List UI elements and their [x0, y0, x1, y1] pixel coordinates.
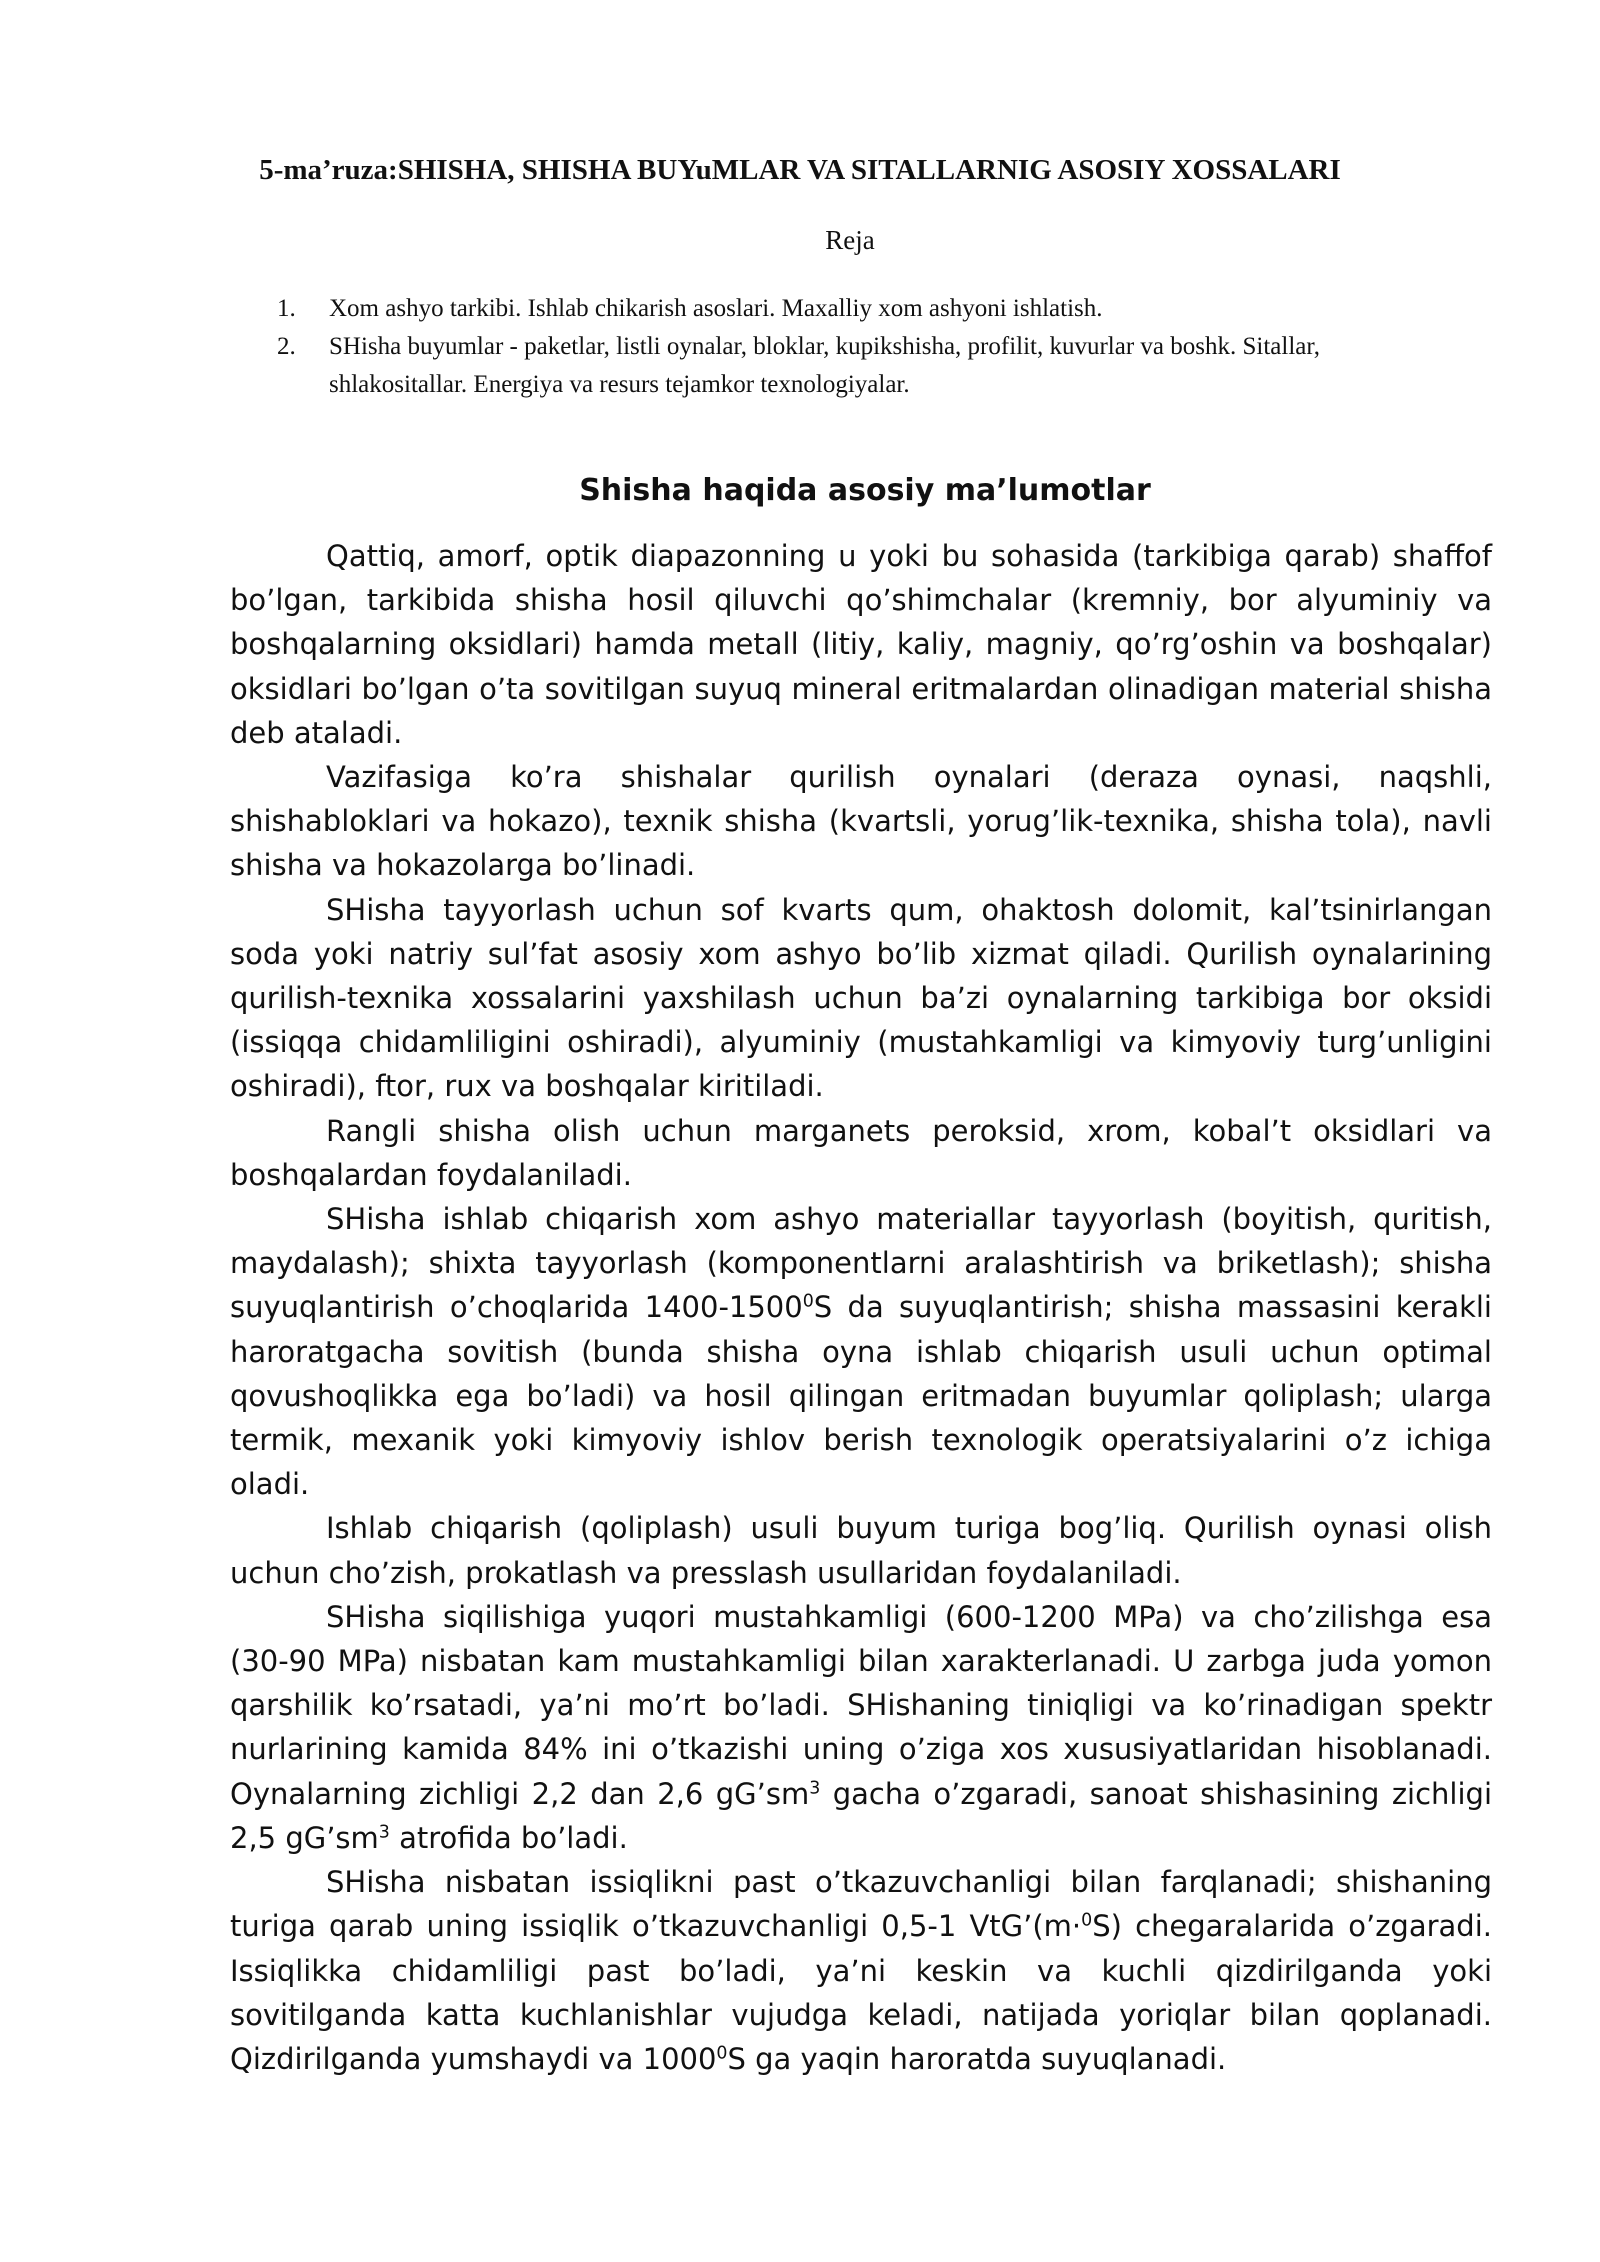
paragraph-text: S) chegaralarida o’zgaradi. Issiqlikka chidamliligi past bo’ladi, ya’ni keskin va kuchli qizdirilganda yoki sovitilganda katta kuchlanishlar vujudga keladi, natijada yoriqlar bilan qoplanadi. Qizdirilganda yumshaydi va 1000 — [230, 1909, 1492, 2076]
lecture-title: 5-ma’ruza:SHISHA, SHISHA BUYuMLAR VA SITALLARNIG ASOSIY XOSSALARI — [259, 154, 1341, 186]
paragraph-forming-method: Ishlab chiqarish (qoliplash) usuli buyum turiga bog’liq. Qurilish oynasi olish uchun cho’zish, prokatlash va presslash usullaridan foydalaniladi. — [230, 1511, 1492, 1590]
superscript: 3 — [809, 1778, 821, 1799]
plan-item-number: 2. — [277, 333, 296, 360]
superscript: 0 — [1081, 1910, 1093, 1931]
superscript: 3 — [378, 1822, 390, 1843]
paragraph-text: SHisha ishlab chiqarish xom ashyo materiallar tayyorlash (boyitish, quritish, maydalash); shixta tayyorlash (komponentlarni aralashtirish va briketlash); shisha suyuqlantirish o’choqlarida 1400-1500 — [230, 1202, 1492, 1325]
paragraph-text: S ga yaqin haroratda suyuqlanadi. — [727, 2041, 1227, 2076]
paragraph-strength — [230, 1595, 1492, 1860]
paragraph-text: SHisha siqilishiga yuqori mustahkamligi (600-1200 MPa) va cho’zilishga esa (30-90 MPa) nisbatan kam mustahkamligi bilan xarakterlanadi. U zarbga juda yomon qarshilik ko’rsatadi, ya’ni mo’rt bo’ladi. SHishaning tiniqligi va ko’rinadigan spektr nurlarining kamida 84% ini o’tkazishi uning o’ziga xos xususiyatlaridan hisoblanadi. Oynalarning zichligi 2,2 dan 2,6 gG’sm — [230, 1599, 1492, 1811]
paragraph-production — [230, 1197, 1492, 1506]
plan-label: Reja — [825, 225, 875, 255]
paragraph-classification: Vazifasiga ko’ra shishalar qurilish oynalari (deraza oynasi, naqshli, shishabloklari va hokazo), texnik shisha (kvartsli, yorug’lik-texnika, shisha tola), navli shisha va hokazolarga bo’linadi. — [230, 760, 1492, 883]
paragraph-text: S da suyuqlantirish; shisha massasini kerakli haroratgacha sovitish (bunda shisha oyna ishlab chiqarish usuli uchun optimal qovushoqlikka ega bo’ladi) va hosil qilingan eritmadan buyumlar qoliplash; ularga termik, mexanik yoki kimyoviy ishlov berish texnologik operatsiyalarini o’z ichiga oladi. — [230, 1290, 1492, 1502]
plan-item-text: Xom ashyo tarkibi. Ishlab chikarish asoslari. Maxalliy xom ashyoni ishlatish. — [329, 295, 1103, 322]
plan-item — [277, 328, 1427, 404]
paragraph-definition: Qattiq, amorf, optik diapazonning u yoki bu sohasida (tarkibiga qarab) shaffof bo’lgan, tarkibida shisha hosil qiluvchi qo’shimchalar (kremniy, bor alyuminiy va boshqalarning oksidlari) hamda metall (litiy, kaliy, magniy, qo’rg’oshin va boshqalar) oksidlari bo’lgan o’ta sovitilgan suyuq mineral eritmalardan olinadigan material shisha deb ataladi. — [230, 539, 1492, 750]
paragraph-text: atrofida bo’ladi. — [389, 1820, 628, 1855]
plan-item-number: 1. — [277, 295, 296, 322]
plan-item — [277, 290, 1427, 328]
paragraph-thermal — [230, 1860, 1492, 2081]
plan-list — [277, 290, 1427, 404]
superscript: 0 — [716, 2043, 728, 2064]
paragraph-raw-materials: SHisha tayyorlash uchun sof kvarts qum, ohaktosh dolomit, kal’tsinirlangan soda yoki natriy sul’fat asosiy xom ashyo bo’lib xizmat qiladi. Qurilish oynalarining qurilish-texnika xossalarini yaxshilash uchun ba’zi oynalarning tarkibiga bor oksidi (issiqqa chidamliligini oshiradi), alyuminiy (mustahkamligi va kimyoviy turg’unligini oshiradi), ftor, rux va boshqalar kiritiladi. — [230, 892, 1492, 1104]
paragraph-text: gacha o’zgaradi, sanoat shishasining zichligi 2,5 gG’sm — [230, 1776, 1492, 1855]
body-text — [230, 534, 1492, 2081]
section-heading: Shisha haqida asosiy ma’lumotlar — [579, 473, 1151, 508]
paragraph-text: SHisha nisbatan issiqlikni past o’tkazuvchanligi bilan farqlanadi; shishaning turiga qarab uning issiqlik o’tkazuvchanligi 0,5-1 VtG’(m· — [230, 1865, 1492, 1944]
paragraph-colored-glass: Rangli shisha olish uchun marganets peroksid, xrom, kobal’t oksidlari va boshqalardan foydalaniladi. — [230, 1113, 1492, 1192]
plan-item-text: SHisha buyumlar - paketlar, listli oynalar, bloklar, kupikshisha, profilit, kuvurlar va boshk. Sitallar, shlakositallar. Energiya va resurs tejamkor texnologiyalar. — [329, 333, 1320, 398]
superscript: 0 — [802, 1291, 814, 1312]
